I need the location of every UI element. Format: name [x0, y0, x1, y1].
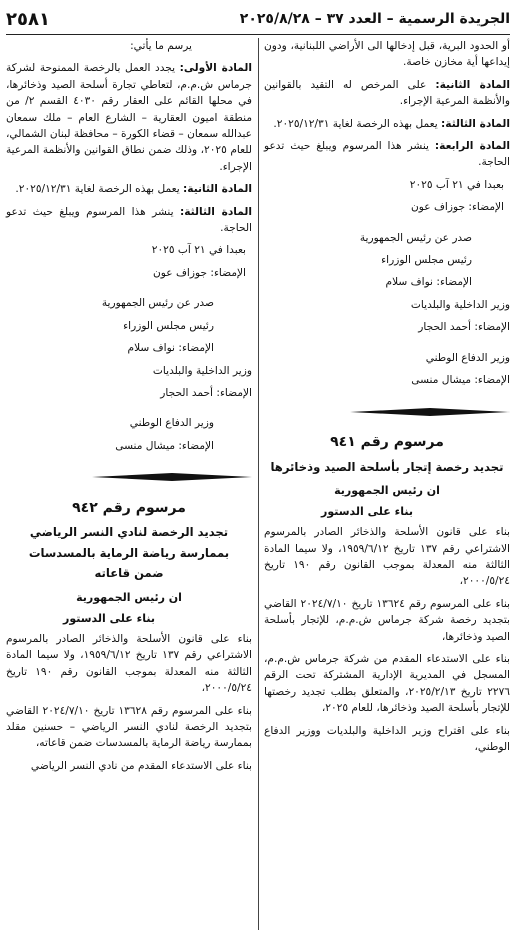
article-2	[264, 77, 510, 110]
decree-subtitle: تجديد رخصة إتجار بأسلحة الصيد وذخائرها	[270, 459, 504, 474]
pm-title: رئيس مجلس الوزراء	[381, 254, 472, 267]
left-column	[6, 38, 252, 934]
article-text: ينشر هذا المرسوم ويبلغ حيث تدعو الحاجة.	[6, 205, 252, 235]
article-2	[6, 181, 252, 197]
interior-signature: الإمضاء: أحمد الحجار	[418, 321, 510, 334]
recital: بناء على قانون الأسلحة والذخائر الصادر بالمرسوم الاشتراعي رقم ١٣٧ تاريخ ١٩٥٩/٦/١٢، ولا سيما المادة الثالثة منه المعدلة بموجب القانون رقم ١٩٠ تاريخ ٢٠٠٠/٥/٢٤،	[6, 632, 253, 695]
president-signature: الإمضاء: جوزاف عون	[411, 201, 504, 214]
issued-by: صدر عن رئيس الجمهورية	[359, 231, 472, 244]
pm-signature: الإمضاء: نواف سلام	[385, 276, 472, 289]
article-text: يجدد العمل بالرخصة الممنوحة لشركة جرماس ش.م.م، لتعاطي تجارة أسلحة الصيد وذخائرها، في محلها القائم على العقار رقم ٤٠٣٠ القسم ٢/ من منطقة اميون العقارية – الشارع العام – ملك سمعان عبدالله سمعان – قضاء الكورة – محافظة لبنان الشمالي، للعام ٢٠٢٥، وذلك ضمن نطاق القوانين والأنظمة المرعية الإجراء.	[6, 62, 252, 173]
header-title: الجريدة الرسمية – العدد ٣٧ – ٢٠٢٥/٨/٢٨	[239, 11, 510, 27]
pm-signature: الإمضاء: نواف سلام	[127, 342, 214, 355]
decree-subtitle: تجديد الرخصة لنادي النسر الرياضي	[29, 525, 229, 540]
article-label: المادة الثانية:	[435, 78, 510, 91]
article-label: المادة الثالثة:	[441, 117, 510, 130]
article-1	[6, 60, 252, 175]
column-divider	[258, 38, 259, 930]
defense-signature: الإمضاء: ميشال منسى	[115, 439, 214, 452]
article-label: المادة الرابعة:	[434, 140, 510, 153]
article-4	[264, 138, 510, 171]
defense-title: وزير الدفاع الوطني	[129, 417, 214, 430]
article-text: يعمل بهذه الرخصة لغاية ٢٠٢٥/١٢/٣١.	[15, 183, 180, 196]
decree-subtitle: ضمن قاعاته	[94, 566, 164, 581]
article-label: المادة الثانية:	[183, 183, 252, 196]
defense-signature: الإمضاء: ميشال منسى	[411, 374, 510, 387]
decree-title: مرسوم رقم ٩٤٢	[72, 499, 186, 516]
decrees-heading: يرسم ما يأتي:	[130, 40, 192, 52]
right-column	[264, 38, 510, 934]
defense-title: وزير الدفاع الوطني	[425, 351, 510, 364]
constitution-heading: بناء على الدستور	[321, 505, 413, 519]
article-3	[6, 204, 252, 237]
page-number: ٢٥٨١	[6, 8, 50, 30]
ornament-divider	[350, 407, 510, 417]
constitution-heading: بناء على الدستور	[63, 611, 155, 625]
president-heading: ان رئيس الجمهورية	[334, 484, 440, 498]
interior-signature: الإمضاء: أحمد الحجار	[160, 386, 252, 399]
signing-date: بعبدا في ٢١ آب ٢٠٢٥	[151, 244, 246, 257]
president-heading: ان رئيس الجمهورية	[76, 590, 182, 604]
interior-title: وزير الداخلية والبلديات	[152, 364, 252, 377]
ornament-divider	[92, 472, 252, 482]
article-label: المادة الأولى:	[179, 62, 252, 75]
issued-by: صدر عن رئيس الجمهورية	[101, 297, 214, 310]
article-label: المادة الثالثة:	[180, 205, 252, 218]
pm-title: رئيس مجلس الوزراء	[123, 319, 214, 332]
recital: بناء على المرسوم رقم ١٣٦٢٤ تاريخ ٢٠٢٤/٧/١٠ القاضي بتجديد رخصة شركة جرماس ش.م.م، للإتجار بأسلحة الصيد وذخائرها،	[264, 597, 510, 643]
recital: بناء على الاستدعاء المقدم من شركة جرماس ش.م.م، المسجل في المديرية الإدارية المشتركة تحت الرقم ٢٢٧٦ تاريخ ٢٠٢٥/٢/١٣، والمتعلق بطلب تجديد رخصتها للإتجار بأسلحة الصيد وذخائرها، للعام ٢٠٢٥،	[264, 653, 510, 715]
decree-subtitle: بممارسة رياضة الرماية بالمسدسات	[28, 545, 230, 560]
intro-text: أو الحدود البرية، قبل إدخالها الى الأراضي اللبنانية، ودون إيداعها أية مخازن خاصة.	[264, 40, 510, 69]
article-text: ينشر هذا المرسوم ويبلغ حيث تدعو الحاجة.	[264, 140, 510, 169]
recital: بناء على الاستدعاء المقدم من نادي النسر الرياضي	[30, 759, 252, 772]
article-text: على المرخص له التقيد بالقوانين والأنظمة المرعية الإجراء.	[264, 78, 510, 108]
recital: بناء على اقتراح وزير الداخلية والبلديات ووزير الدفاع الوطني،	[264, 724, 510, 754]
page-header	[6, 4, 510, 35]
recital: بناء على المرسوم رقم ١٣٦٢٨ تاريخ ٢٠٢٤/٧/١٠ القاضي بتجديد الرخصة لنادي النسر الرياضي – حسنين مقلد بممارسة رياضة الرماية بالمسدسات ضمن قاعاته،	[6, 704, 252, 750]
article-text: يعمل بهذه الرخصة لغاية ٢٠٢٥/١٢/٣١.	[273, 117, 438, 130]
president-signature: الإمضاء: جوزاف عون	[153, 266, 246, 279]
interior-title: وزير الداخلية والبلديات	[410, 298, 510, 311]
signing-date: بعبدا في ٢١ آب ٢٠٢٥	[409, 178, 504, 191]
recital: بناء على قانون الأسلحة والذخائر الصادر بالمرسوم الاشتراعي رقم ١٣٧ تاريخ ١٩٥٩/٦/١٢، ولا سيما المادة الثالثة منه المعدلة بموجب القانون رقم ١٩٠ تاريخ ٢٠٠٠/٥/٢٤،	[264, 526, 511, 588]
decree-title: مرسوم رقم ٩٤١	[330, 433, 444, 450]
article-3	[264, 116, 510, 132]
